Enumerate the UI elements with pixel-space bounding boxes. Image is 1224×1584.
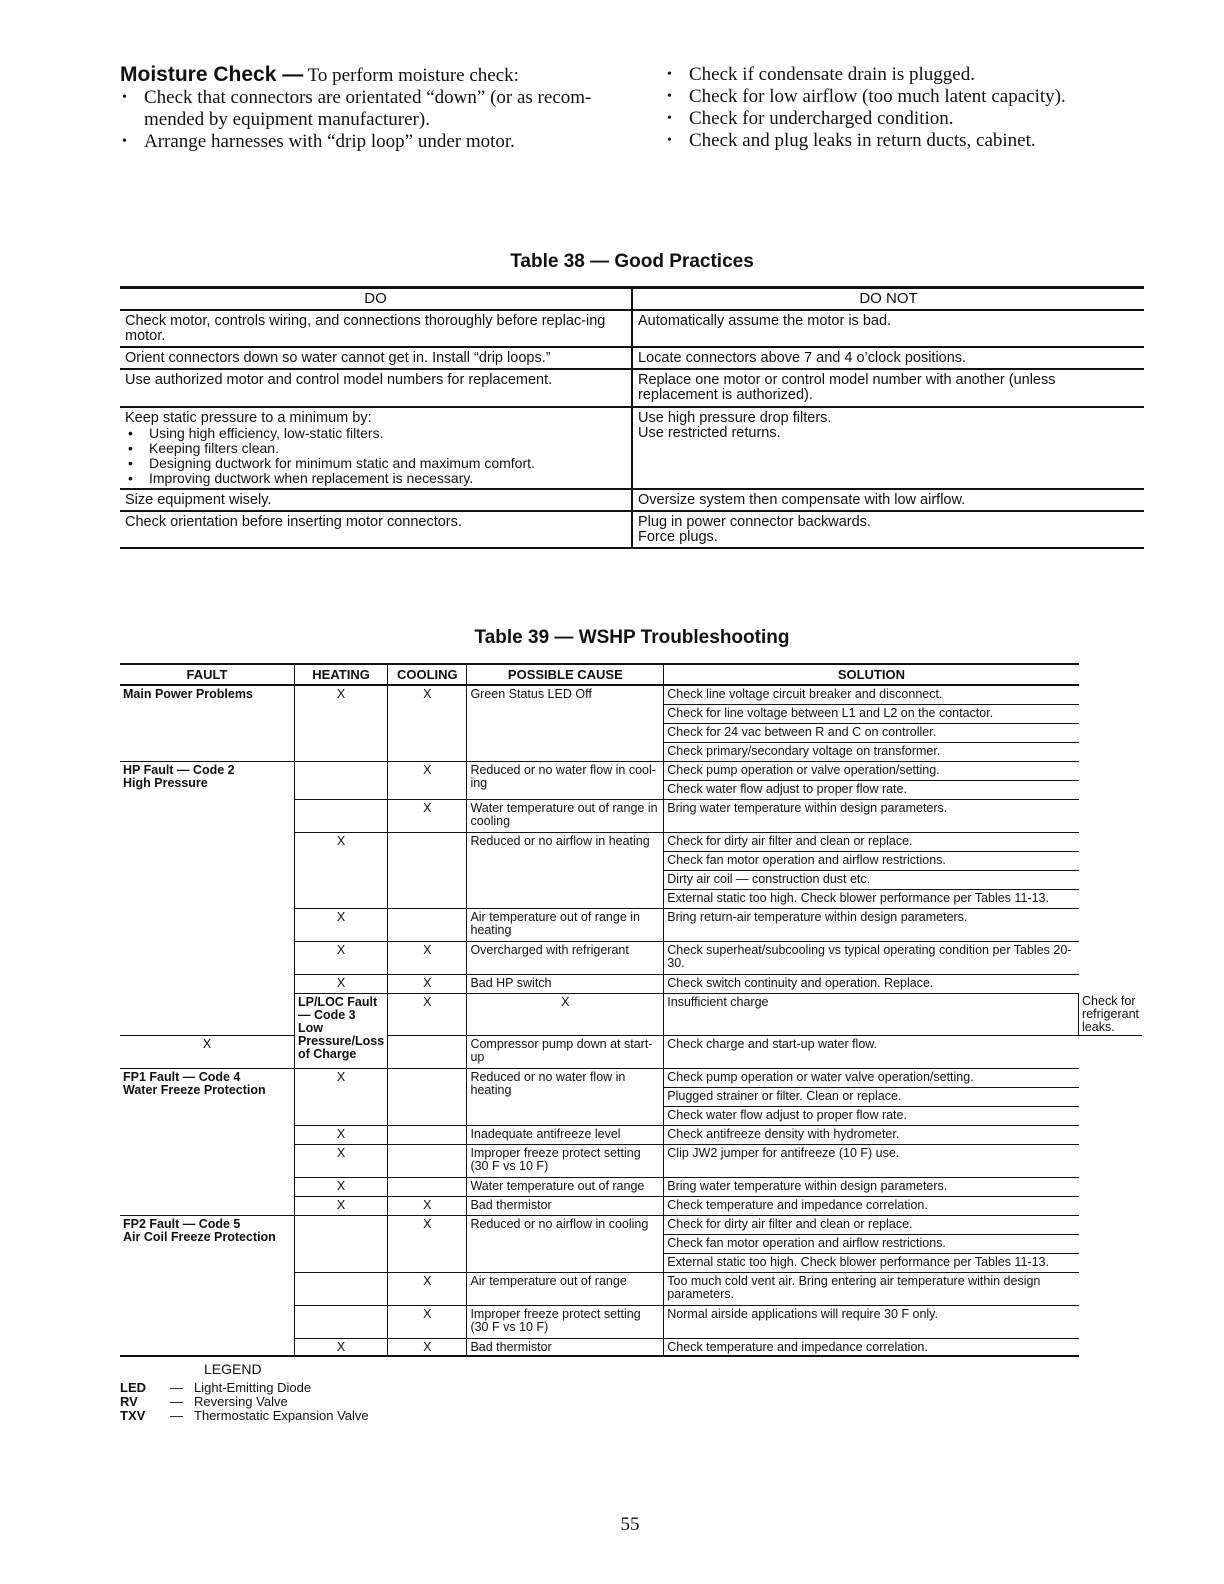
- cooling-mark: [388, 1126, 467, 1145]
- heating-mark: X: [120, 1036, 294, 1069]
- fault-description: High Pressure: [123, 775, 208, 790]
- legend: [120, 1362, 369, 1423]
- solution-cell: Bring water temperature within design parameters.: [664, 799, 1079, 832]
- heating-mark: X: [294, 832, 387, 908]
- legend-text: Reversing Valve: [194, 1394, 288, 1409]
- legend-abbr: RV: [120, 1394, 138, 1409]
- solution-cell: Check temperature and impedance correlation.: [664, 1197, 1079, 1216]
- heating-mark: X: [388, 993, 467, 1036]
- legend-item: [120, 1395, 369, 1409]
- solution-cell: Check temperature and impedance correlation.: [664, 1339, 1079, 1357]
- cooling-mark: X: [467, 993, 664, 1036]
- moisture-check-right-list: [665, 64, 1145, 152]
- do-not-cell: [632, 511, 1144, 548]
- table-row: [120, 369, 1144, 407]
- cooling-mark: [388, 1069, 467, 1126]
- legend-abbr: TXV: [120, 1408, 146, 1423]
- do-not-cell: Replace one motor or control model number with another (unless replacement is authorized).: [632, 369, 1144, 407]
- heating-mark: [294, 1216, 387, 1273]
- solution-cell: Clip JW2 jumper for antifreeze (10 F) use.: [664, 1145, 1079, 1178]
- cooling-mark: [388, 908, 467, 941]
- legend-title: LEGEND: [204, 1361, 262, 1377]
- cause-cell: Insufficient charge: [664, 993, 1079, 1036]
- cooling-mark: [388, 1145, 467, 1178]
- fault-cell: [120, 1069, 294, 1216]
- do-cell: Use authorized motor and control model numbers for replacement.: [120, 369, 632, 407]
- fault-code: FP2 Fault — Code 5: [123, 1217, 241, 1231]
- do-not-text: Use restricted returns.: [638, 424, 781, 441]
- static-pressure-list: [125, 426, 626, 486]
- solution-cell: Check switch continuity and operation. Replace.: [664, 974, 1079, 993]
- heating-mark: X: [294, 1339, 387, 1357]
- legend-dash: —: [170, 1380, 183, 1395]
- fault-cell: [120, 1216, 294, 1357]
- legend-text: Light-Emitting Diode: [194, 1380, 312, 1395]
- table-row: [120, 310, 1144, 347]
- cooling-mark: X: [388, 1273, 467, 1306]
- cause-cell: Bad thermistor: [467, 1197, 664, 1216]
- list-item: • Designing ductwork for minimum static and maximum comfort.: [125, 456, 626, 471]
- solution-cell: Check antifreeze density with hydrometer.: [664, 1126, 1079, 1145]
- cause-cell: Bad HP switch: [467, 974, 664, 993]
- fault-description: Air Coil Freeze Protection: [123, 1230, 276, 1244]
- solution-cell: Check charge and start-up water flow.: [664, 1036, 1079, 1069]
- fault-cell: [294, 993, 387, 1069]
- heating-mark: X: [294, 1069, 387, 1126]
- list-item: • Check that connectors are orientated “down” (or as recom-mended by equipment manufacturer).: [120, 87, 620, 131]
- table-row: [120, 489, 1144, 511]
- list-item: • Check for undercharged condition.: [665, 108, 1145, 130]
- legend-dash: —: [170, 1394, 183, 1409]
- heating-mark: [294, 1306, 387, 1339]
- table39-title: Table 39 — WSHP Troubleshooting: [474, 627, 790, 648]
- cooling-mark: X: [388, 1197, 467, 1216]
- cause-cell: Green Status LED Off: [467, 685, 664, 761]
- column-header-possible-cause: POSSIBLE CAUSE: [467, 664, 664, 685]
- heating-mark: X: [294, 1197, 387, 1216]
- cause-cell: Air temperature out of range: [467, 1273, 664, 1306]
- fault-cell: Main Power Problems: [120, 685, 294, 761]
- solution-cell: Normal airside applications will require 30 F only.: [664, 1306, 1079, 1339]
- fault-description: Low Pressure/Loss of Charge: [297, 1020, 385, 1061]
- list-item: • Using high efficiency, low-static filters.: [125, 426, 626, 441]
- do-not-cell: [632, 407, 1144, 489]
- list-item: • Arrange harnesses with “drip loop” under motor.: [120, 131, 620, 153]
- solution-cell: Check for refrigerant leaks.: [1079, 993, 1142, 1036]
- cause-cell: Reduced or no water flow in cool-ing: [467, 761, 664, 799]
- moisture-check-left-column: [120, 64, 620, 153]
- do-not-cell: Automatically assume the motor is bad.: [632, 310, 1144, 347]
- do-cell: Size equipment wisely.: [120, 489, 632, 511]
- solution-cell: External static too high. Check blower performance per Tables 11-13.: [664, 1254, 1079, 1273]
- heating-mark: X: [294, 908, 387, 941]
- do-not-text: Force plugs.: [638, 528, 718, 545]
- cause-cell: Air temperature out of range in heating: [467, 908, 664, 941]
- cooling-mark: X: [388, 941, 467, 974]
- solution-cell: External static too high. Check blower performance per Tables 11-13.: [664, 889, 1079, 908]
- do-not-text: Plug in power connector backwards.: [638, 513, 871, 530]
- heating-mark: [294, 799, 387, 832]
- moisture-check-intro: To perform moisture check:: [307, 65, 519, 86]
- solution-cell: Bring water temperature within design parameters.: [664, 1178, 1079, 1197]
- cause-cell: Improper freeze protect setting (30 F vs 10 F): [467, 1306, 664, 1339]
- solution-cell: Check pump operation or valve operation/setting.: [664, 761, 1079, 780]
- solution-cell: Check fan motor operation and airflow restrictions.: [664, 1235, 1079, 1254]
- heating-mark: [294, 761, 387, 799]
- moisture-check-left-list: [120, 87, 620, 153]
- solution-cell: Plugged strainer or filter. Clean or replace.: [664, 1088, 1079, 1107]
- solution-cell: Check for 24 vac between R and C on controller.: [664, 723, 1079, 742]
- do-not-cell: Locate connectors above 7 and 4 o’clock positions.: [632, 347, 1144, 369]
- table-row: [120, 511, 1144, 548]
- good-practices-table: [120, 286, 1144, 549]
- cause-cell: Compressor pump down at start-up: [467, 1036, 664, 1069]
- column-header-do-not: DO NOT: [632, 288, 1144, 310]
- cause-cell: Improper freeze protect setting (30 F vs 10 F): [467, 1145, 664, 1178]
- list-item: • Improving ductwork when replacement is necessary.: [125, 471, 626, 486]
- solution-cell: Check for line voltage between L1 and L2 on the contactor.: [664, 704, 1079, 723]
- legend-item: [120, 1409, 369, 1423]
- column-header-heating: HEATING: [294, 664, 387, 685]
- table-row: [120, 761, 1142, 780]
- cooling-mark: X: [388, 1306, 467, 1339]
- cooling-mark: X: [388, 761, 467, 799]
- cooling-mark: [388, 1178, 467, 1197]
- cause-cell: Overcharged with refrigerant: [467, 941, 664, 974]
- solution-cell: Check water flow adjust to proper flow rate.: [664, 780, 1079, 799]
- table-row: [120, 1069, 1142, 1088]
- page-number: 55: [620, 1514, 640, 1535]
- do-cell: [120, 407, 632, 489]
- fault-cell: [120, 761, 294, 1036]
- moisture-check-right-column: [665, 64, 1145, 152]
- heating-mark: X: [294, 685, 387, 761]
- list-item: • Check for low airflow (too much latent capacity).: [665, 86, 1145, 108]
- cause-cell: Inadequate antifreeze level: [467, 1126, 664, 1145]
- solution-cell: Bring return-air temperature within design parameters.: [664, 908, 1079, 941]
- do-cell: Check motor, controls wiring, and connections thoroughly before replac-ing motor.: [120, 310, 632, 347]
- solution-cell: Check for dirty air filter and clean or replace.: [664, 1216, 1079, 1235]
- cooling-mark: [388, 832, 467, 908]
- table-header-row: [120, 664, 1142, 685]
- heating-mark: X: [294, 974, 387, 993]
- solution-cell: Check primary/secondary voltage on transformer.: [664, 742, 1079, 761]
- do-text: Keep static pressure to a minimum by:: [125, 409, 372, 426]
- cause-cell: Reduced or no airflow in cooling: [467, 1216, 664, 1273]
- fault-code: FP1 Fault — Code 4: [123, 1070, 241, 1084]
- legend-dash: —: [170, 1408, 183, 1423]
- do-not-text: Use high pressure drop filters.: [638, 409, 832, 426]
- wshp-troubleshooting-table: [120, 663, 1142, 1357]
- cooling-mark: [388, 1036, 467, 1069]
- legend-text: Thermostatic Expansion Valve: [194, 1408, 369, 1423]
- list-item: • Check and plug leaks in return ducts, cabinet.: [665, 130, 1145, 152]
- solution-cell: Check fan motor operation and airflow restrictions.: [664, 851, 1079, 870]
- cooling-mark: X: [388, 974, 467, 993]
- table-row: [120, 1216, 1142, 1235]
- cause-cell: Reduced or no water flow in heating: [467, 1069, 664, 1126]
- moisture-check-title: Moisture Check —: [120, 63, 304, 86]
- cooling-mark: X: [388, 1216, 467, 1273]
- cause-cell: Reduced or no airflow in heating: [467, 832, 664, 908]
- table38-title: Table 38 — Good Practices: [510, 251, 754, 272]
- heating-mark: X: [294, 941, 387, 974]
- solution-cell: Check water flow adjust to proper flow rate.: [664, 1107, 1079, 1126]
- do-cell: Orient connectors down so water cannot get in. Install “drip loops.”: [120, 347, 632, 369]
- heating-mark: X: [294, 1145, 387, 1178]
- legend-item: [120, 1381, 369, 1395]
- table-row: [120, 347, 1144, 369]
- cooling-mark: X: [388, 1339, 467, 1357]
- solution-cell: Check pump operation or water valve operation/setting.: [664, 1069, 1079, 1088]
- cause-cell: Water temperature out of range in cooling: [467, 799, 664, 832]
- cause-cell: Water temperature out of range: [467, 1178, 664, 1197]
- solution-cell: Dirty air coil — construction dust etc.: [664, 870, 1079, 889]
- solution-cell: Check for dirty air filter and clean or replace.: [664, 832, 1079, 851]
- solution-cell: Check line voltage circuit breaker and disconnect.: [664, 685, 1079, 704]
- column-header-fault: FAULT: [120, 664, 294, 685]
- cause-cell: Bad thermistor: [467, 1339, 664, 1357]
- fault-code: HP Fault — Code 2: [123, 762, 235, 777]
- solution-cell: Too much cold vent air. Bring entering air temperature within design parameters.: [664, 1273, 1079, 1306]
- heating-mark: [294, 1273, 387, 1306]
- column-header-do: DO: [120, 288, 632, 310]
- cooling-mark: X: [388, 799, 467, 832]
- legend-abbr: LED: [120, 1380, 146, 1395]
- cooling-mark: X: [388, 685, 467, 761]
- solution-cell: Check superheat/subcooling vs typical operating condition per Tables 20-30.: [664, 941, 1079, 974]
- fault-description: Water Freeze Protection: [123, 1083, 266, 1097]
- table-header-row: [120, 288, 1144, 310]
- column-header-solution: SOLUTION: [664, 664, 1079, 685]
- table-row: [120, 1036, 1142, 1069]
- fault-code: LP/LOC Fault — Code 3: [297, 994, 378, 1022]
- column-header-cooling: COOLING: [388, 664, 467, 685]
- moisture-check-heading: [120, 64, 620, 87]
- heating-mark: X: [294, 1178, 387, 1197]
- table-row: [120, 685, 1142, 704]
- do-cell: Check orientation before inserting motor connectors.: [120, 511, 632, 548]
- do-not-cell: Oversize system then compensate with low airflow.: [632, 489, 1144, 511]
- table-row: [120, 407, 1144, 489]
- list-item: • Keeping filters clean.: [125, 441, 626, 456]
- heating-mark: X: [294, 1126, 387, 1145]
- list-item: • Check if condensate drain is plugged.: [665, 64, 1145, 86]
